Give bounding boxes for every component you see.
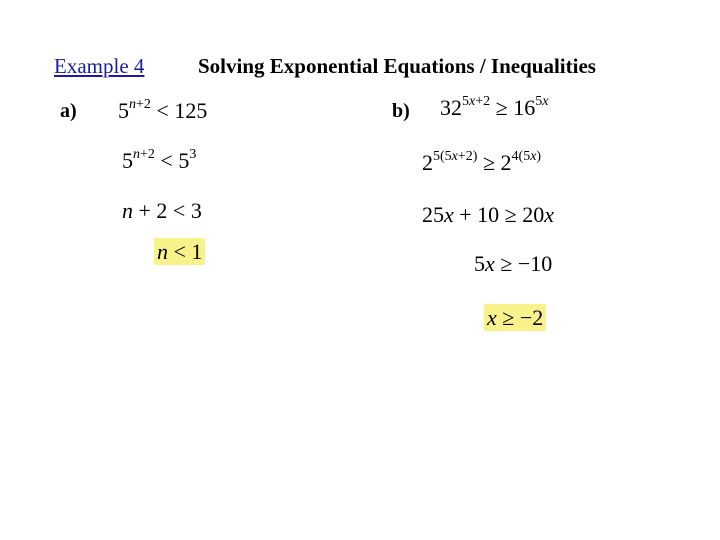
eq-b-line-1: $32^{5x+2} \ge 16^{5x}$ — [440, 94, 549, 120]
eq-a-line-2: $5^{n+2} < 5^3$ — [122, 147, 197, 173]
page-title: Solving Exponential Equations / Inequalities — [198, 54, 596, 78]
part-a-label: a) — [60, 100, 77, 122]
eq-b-line-2: $2^{5(5x+2)} \ge 2^{4(5x)}$ — [422, 149, 542, 175]
eq-b-answer: x ≥ −2 — [484, 307, 546, 329]
eq-b-line-4: 5x ≥ −10 — [474, 251, 553, 276]
eq-b-line-3: 25x + 10 ≥ 20x — [422, 202, 555, 227]
example-label: Example 4 — [54, 54, 145, 78]
eq-a-answer: n < 1 — [154, 241, 205, 263]
part-b-label: b) — [392, 100, 410, 122]
eq-a-line-1: $5^{n+2} < 125$ — [118, 97, 208, 123]
eq-a-line-3: n + 2 < 3 — [122, 198, 202, 223]
